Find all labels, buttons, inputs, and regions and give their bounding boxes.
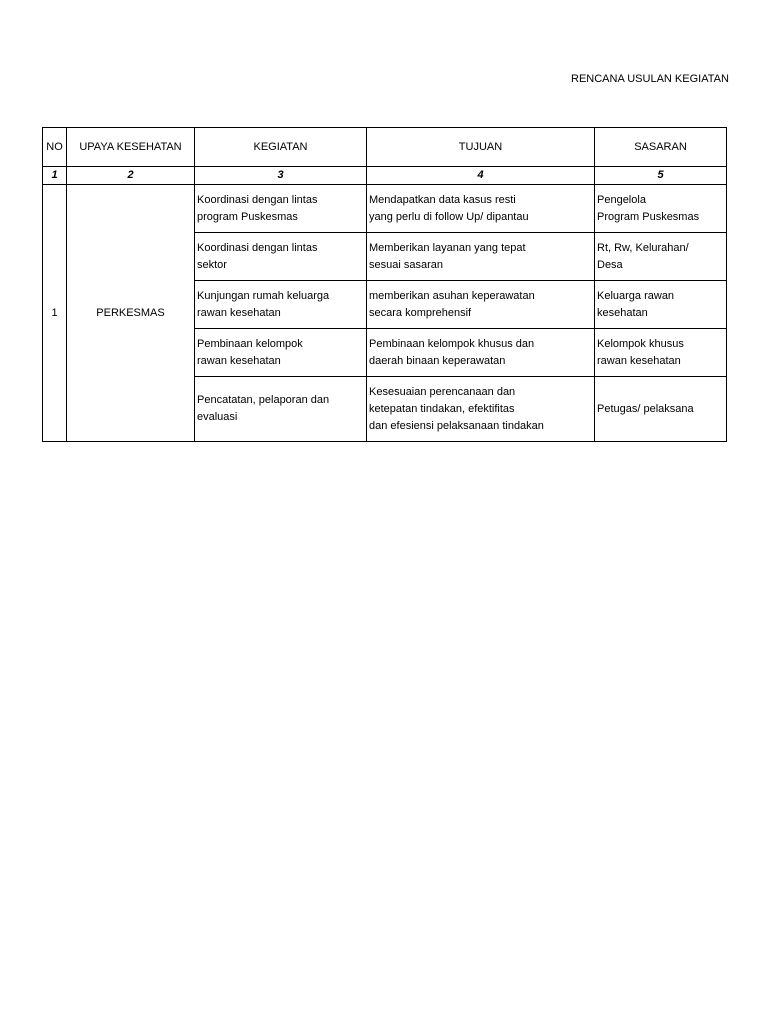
tujuan-cell-line: dan efesiensi pelaksanaan tindakan [369,419,544,432]
sasaran-cell-line: Pengelola [597,193,646,206]
table-row [43,185,727,233]
header-upaya-kesehatan: UPAYA KESEHATAN [67,128,195,167]
sasaran-cell-line: Program Puskesmas [597,210,700,223]
tujuan-cell-line: secara komprehensif [369,306,472,319]
tujuan-cell-line: sesuai sasaran [369,258,443,271]
tujuan-cell [367,233,595,281]
kegiatan-cell-line: Pembinaan kelompok [197,337,303,350]
header-sasaran: SASARAN [595,128,727,167]
tujuan-cell [367,281,595,329]
kegiatan-cell [195,281,367,329]
tujuan-cell-line: Pembinaan kelompok khusus dan [369,337,535,350]
tujuan-cell [367,329,595,377]
kegiatan-cell-line: rawan kesehatan [197,354,281,367]
sasaran-cell [595,329,727,377]
column-number: 5 [595,167,727,185]
tujuan-cell-line: ketepatan tindakan, efektifitas [369,402,515,415]
sasaran-cell-line: rawan kesehatan [597,354,681,367]
document-title: RENCANA USULAN KEGIATAN [571,73,729,85]
column-number: 2 [67,167,195,185]
kegiatan-cell [195,377,367,442]
sasaran-cell [595,377,727,442]
sasaran-cell-line: Desa [597,258,623,271]
sasaran-cell [595,281,727,329]
header-row [43,128,727,167]
tujuan-cell-line: Mendapatkan data kasus resti [369,193,516,206]
kegiatan-cell [195,329,367,377]
sasaran-cell-line: Kelompok khusus [597,337,684,350]
tujuan-cell-line: Kesesuaian perencanaan dan [369,385,516,398]
kegiatan-cell-line: Koordinasi dengan lintas [197,241,318,254]
column-number: 4 [367,167,595,185]
tujuan-cell [367,185,595,233]
kegiatan-cell-line: Kunjungan rumah keluarga [197,289,330,302]
kegiatan-cell [195,185,367,233]
header-kegiatan: KEGIATAN [195,128,367,167]
column-number-row [43,167,727,185]
kegiatan-cell-line: rawan kesehatan [197,306,281,319]
sasaran-cell-line: kesehatan [597,306,648,319]
kegiatan-cell-line: program Puskesmas [197,210,298,223]
header-no: NO [43,128,67,167]
sasaran-cell-line: Petugas/ pelaksana [597,402,694,415]
kegiatan-cell-line: evaluasi [197,411,238,423]
tujuan-cell-line: daerah binaan keperawatan [369,354,506,367]
kegiatan-cell-line: Koordinasi dengan lintas [197,193,318,206]
tujuan-cell-line: Memberikan layanan yang tepat [369,241,526,254]
upaya-kesehatan-cell: PERKESMAS [67,185,195,442]
header-tujuan: TUJUAN [367,128,595,167]
sasaran-cell-line: Rt, Rw, Kelurahan/ [597,241,689,254]
sasaran-cell-line: Keluarga rawan [597,289,675,302]
column-number: 3 [195,167,367,185]
activity-plan-table [42,127,727,442]
kegiatan-cell [195,233,367,281]
sasaran-cell [595,233,727,281]
column-number: 1 [43,167,67,185]
kegiatan-cell-line: sektor [197,258,227,271]
row-number-cell: 1 [43,185,67,442]
tujuan-cell [367,377,595,442]
tujuan-cell-line: yang perlu di follow Up/ dipantau [369,210,529,223]
kegiatan-cell-line: Pencatatan, pelaporan dan [197,394,330,406]
sasaran-cell [595,185,727,233]
tujuan-cell-line: memberikan asuhan keperawatan [369,289,535,302]
